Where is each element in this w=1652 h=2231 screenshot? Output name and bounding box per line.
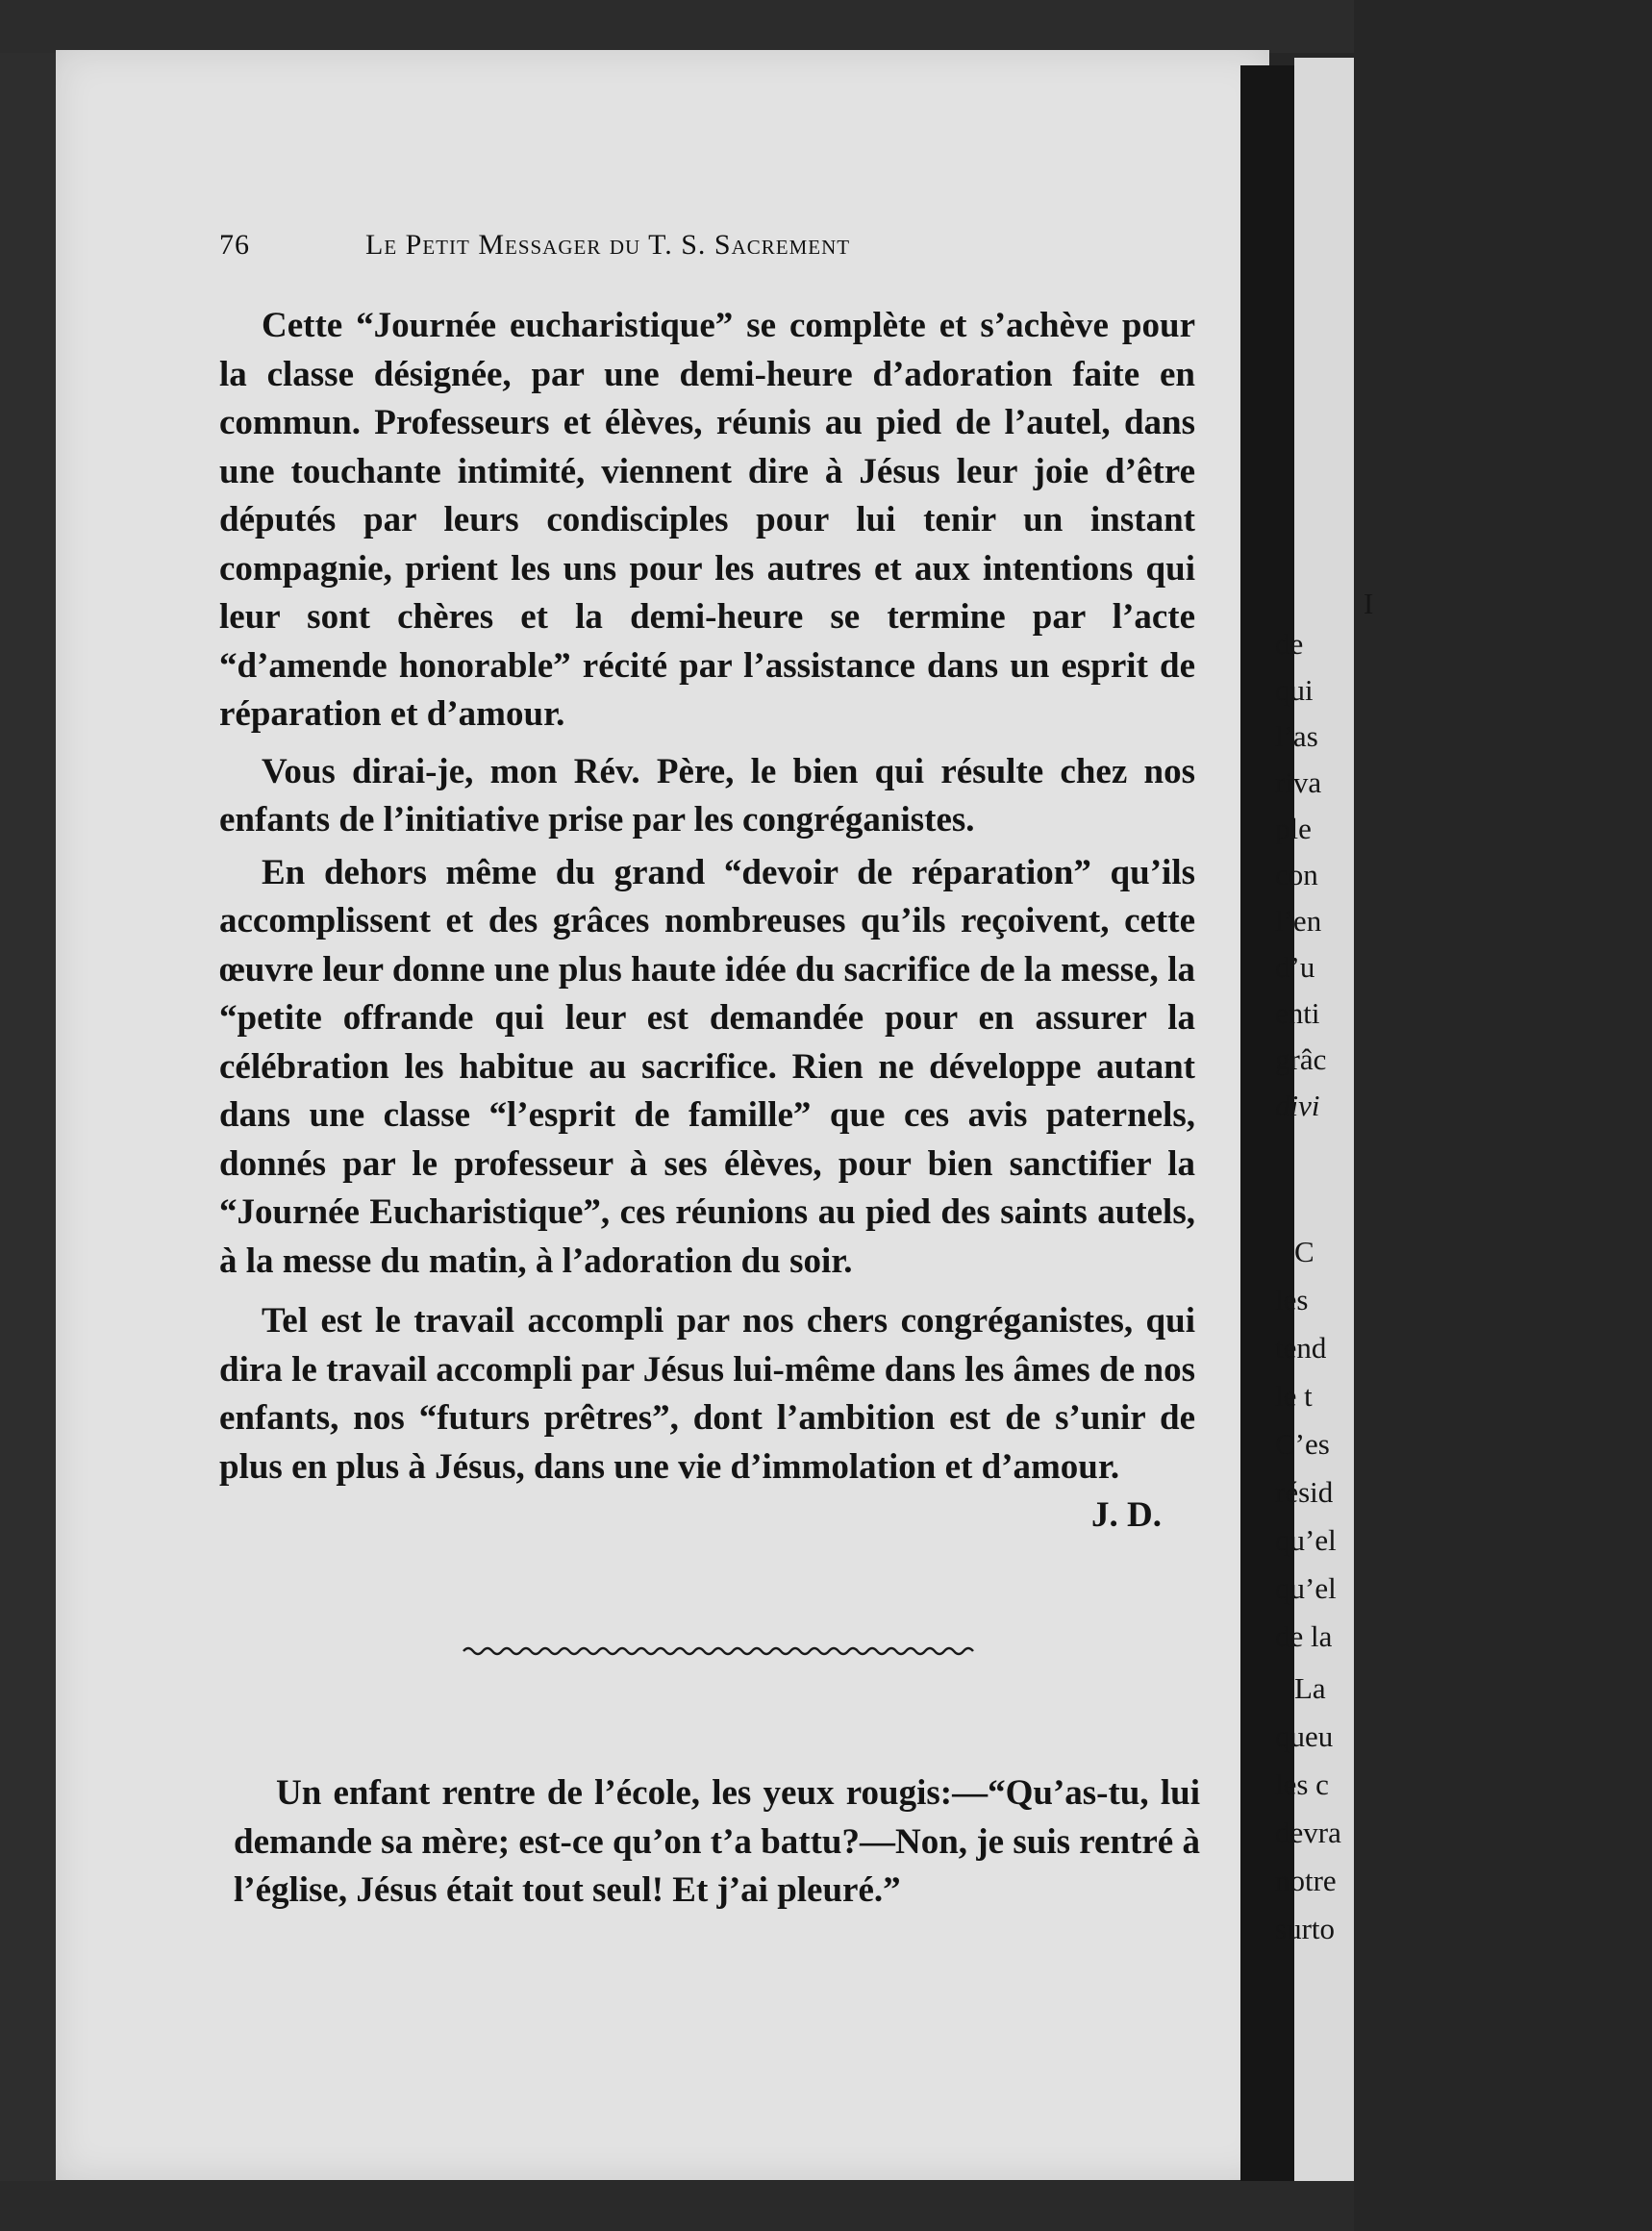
paragraph: Tel est le travail accompli par nos chers congréganistes, qui dira le travail accompli par Jésus lui-même dans les âmes de nos enfants, nos “futurs prêtres”, dont l’ambition est de s’unir de plus en plus à Jésus, dans une vie d’immolation et d’amour. [219,1301,1195,1487]
adjacent-page-fragment [1275,58,1374,2181]
adjacent-line: qu’el [1275,1571,1337,1605]
scan-left-edge [0,0,56,2231]
adjacent-line: C [1294,1235,1314,1268]
paragraph: Cette “Journée eucharistique” se complète et s’achève pour la classe désignée, par une demi-heure d’adoration faite en commun. Professeurs et élèves, réunis au pied de l’autel, dans une touchante intimité, viennent dire à Jésus leur joie d’être députés par leurs condisciples pour lui tenir un instant compagnie, prient les uns pour les autres et aux intentions qui leur sont chères et la demi-heure se termine par l’acte “d’amende honorable” récité par l’assistance dans un esprit de réparation et d’amour. [219,306,1195,734]
adjacent-line: divi [1275,1089,1320,1122]
signature: J. D. [1091,1495,1162,1535]
adjacent-line: l’en [1275,904,1322,938]
adjacent-line: le t [1275,1379,1313,1413]
adjacent-line: enti [1275,996,1320,1030]
adjacent-line: qui [1275,673,1314,707]
adjacent-line: queu [1275,1719,1334,1753]
adjacent-line: de la [1275,1619,1333,1653]
adjacent-line: les c [1275,1767,1329,1801]
scan-bottom-edge [0,2181,1354,2231]
adjacent-line: les [1275,1283,1309,1316]
scan-top-edge [0,0,1354,53]
adjacent-line: I [1364,587,1374,620]
adjacent-line: riva [1275,765,1322,799]
adjacent-line: con [1275,858,1318,891]
wavy-divider [463,1642,973,1661]
adjacent-line: devra [1275,1816,1341,1849]
page-number: 76 [219,229,250,261]
adjacent-line: surto [1275,1912,1335,1945]
adjacent-line: grâc [1275,1042,1327,1076]
adjacent-line: tend [1275,1331,1327,1365]
paragraph: Vous dirai-je, mon Rév. Père, le bien qui résulte chez nos enfants de l’initiative prise par les congréganistes. [219,751,1195,840]
running-header [219,229,1046,267]
adjacent-line: l’as [1275,719,1318,753]
adjacent-line: C’es [1275,1427,1330,1461]
adjacent-line: de [1275,627,1304,661]
adjacent-line: résid [1275,1475,1334,1509]
adjacent-line: d’u [1275,950,1315,984]
running-title: Le Petit Messager du T. S. Sacrement [365,229,851,261]
letter-body [219,302,1195,1540]
anecdote-paragraph: Un enfant rentre de l’école, les yeux rougis:—“Qu’as-tu, lui demande sa mère; est-ce qu’on t’a battu?—Non, je suis rentré à l’église, Jésus était tout seul! Et j’ai pleuré.” [234,1773,1200,1910]
adjacent-line: ple [1275,812,1312,845]
adjacent-line: notre [1275,1864,1337,1897]
adjacent-line: La [1294,1671,1326,1705]
adjacent-line: qu’el [1275,1523,1337,1557]
paragraph: En dehors même du grand “devoir de réparation” qu’ils accomplissent et des grâces nombreuses qu’ils reçoivent, cette œuvre leur donne une plus haute idée du sacrifice de la messe, la “petite offrande qui leur est demandée pour en assurer la célébration les habitue au sacrifice. Rien ne développe autant dans une classe “l’esprit de famille” que ces avis paternels, donnés par le professeur à ses élèves, pour bien sanctifier la “Journée Eucharistique”, ces réunions au pied des saints autels, à la messe du matin, à l’adoration du soir. [219,852,1195,1281]
